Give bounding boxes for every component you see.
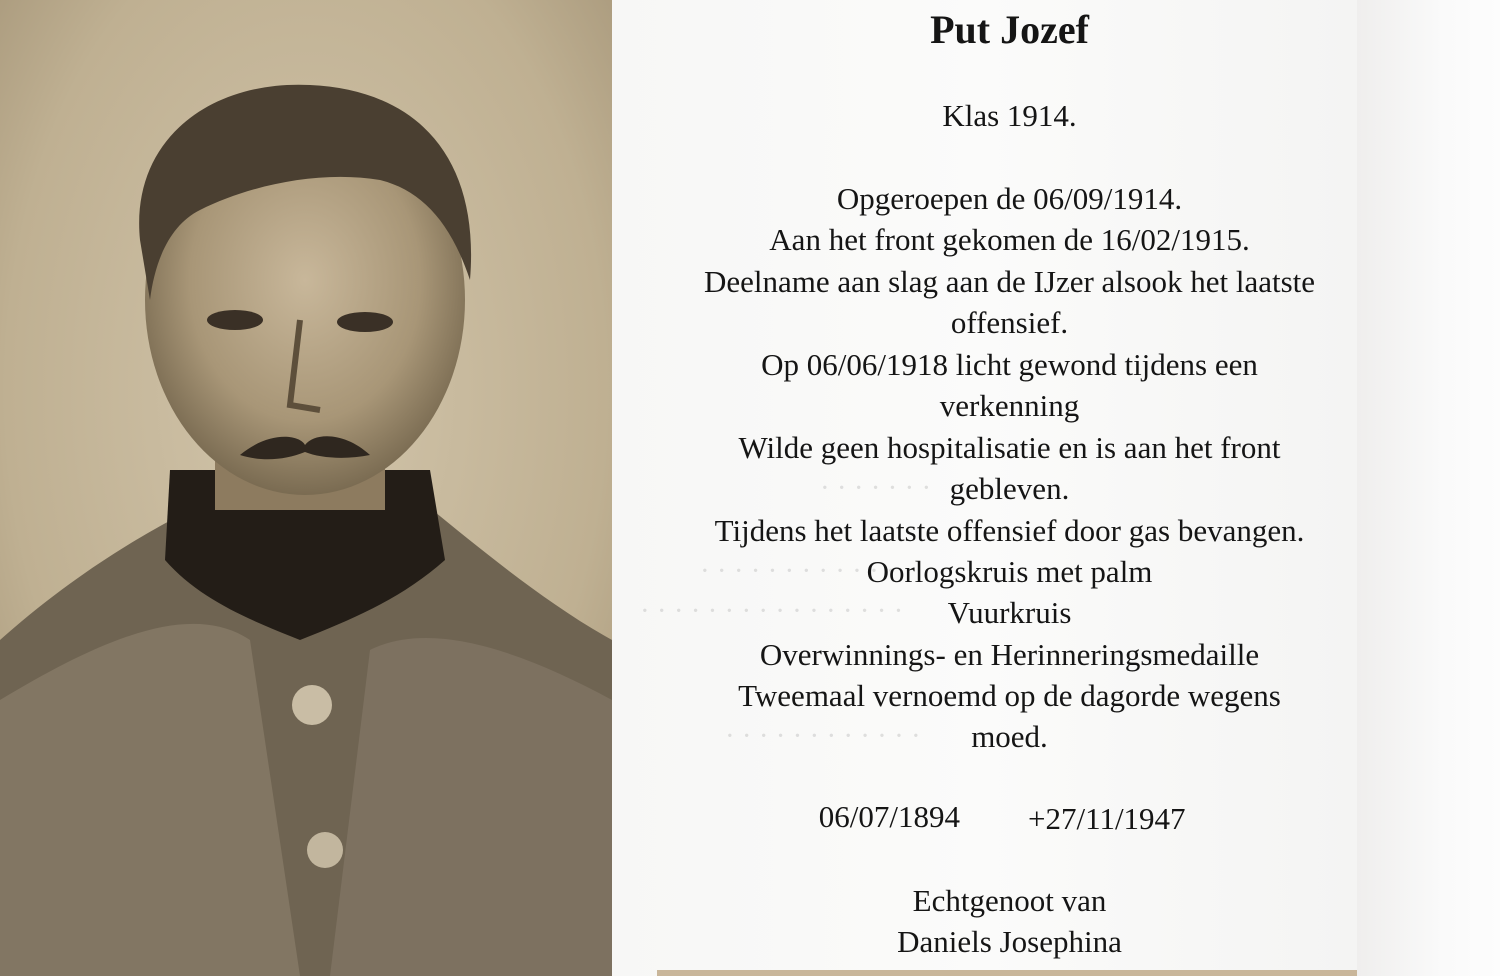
decoration-line: Vuurkruis <box>947 595 1072 630</box>
death-date: +27/11/1947 <box>1028 801 1186 836</box>
show-through-text: · · · · · · · · · · · · <box>700 555 896 587</box>
portrait-photo <box>0 0 612 976</box>
show-through-text: · · · · · · · · · · · · <box>725 720 921 752</box>
bio-line: verkenning <box>939 388 1080 423</box>
spouse-label: Echtgenoot van <box>912 883 1107 918</box>
bio-line: Opgeroepen de 06/09/1914. <box>836 181 1183 216</box>
show-through-text: · · · · · · · <box>820 472 932 504</box>
bio-line: Wilde geen hospitalisatie en is aan het front <box>738 430 1281 465</box>
bio-line: gebleven. <box>949 471 1070 506</box>
bio-line: Tijdens het laatste offensief door gas bevangen. <box>714 513 1305 548</box>
spouse-name: Daniels Josephina <box>897 924 1122 959</box>
bio-line: offensief. <box>950 305 1069 340</box>
birth-date: 06/07/1894 <box>818 799 960 834</box>
decoration-line: Oorlogskruis met palm <box>866 554 1153 589</box>
bio-line: Deelname aan slag aan de IJzer alsook het laatste <box>703 264 1316 299</box>
decoration-line: Overwinnings- en Herinneringsmedaille <box>759 637 1260 672</box>
bio-line: Aan het front gekomen de 16/02/1915. <box>769 222 1250 257</box>
bottom-edge-strip <box>657 970 1357 976</box>
show-through-text: · · · · · · · · · · · · · · · · <box>640 595 904 627</box>
bio-line: Tweemaal vernoemd op de dagorde wegens <box>738 678 1281 713</box>
class-year: Klas 1914. <box>942 98 1077 133</box>
person-name: Put Jozef <box>930 7 1089 52</box>
bio-line: moed. <box>971 719 1048 754</box>
soldier-portrait-image <box>0 0 612 976</box>
bio-line: Op 06/06/1918 licht gewond tijdens een <box>761 347 1258 382</box>
